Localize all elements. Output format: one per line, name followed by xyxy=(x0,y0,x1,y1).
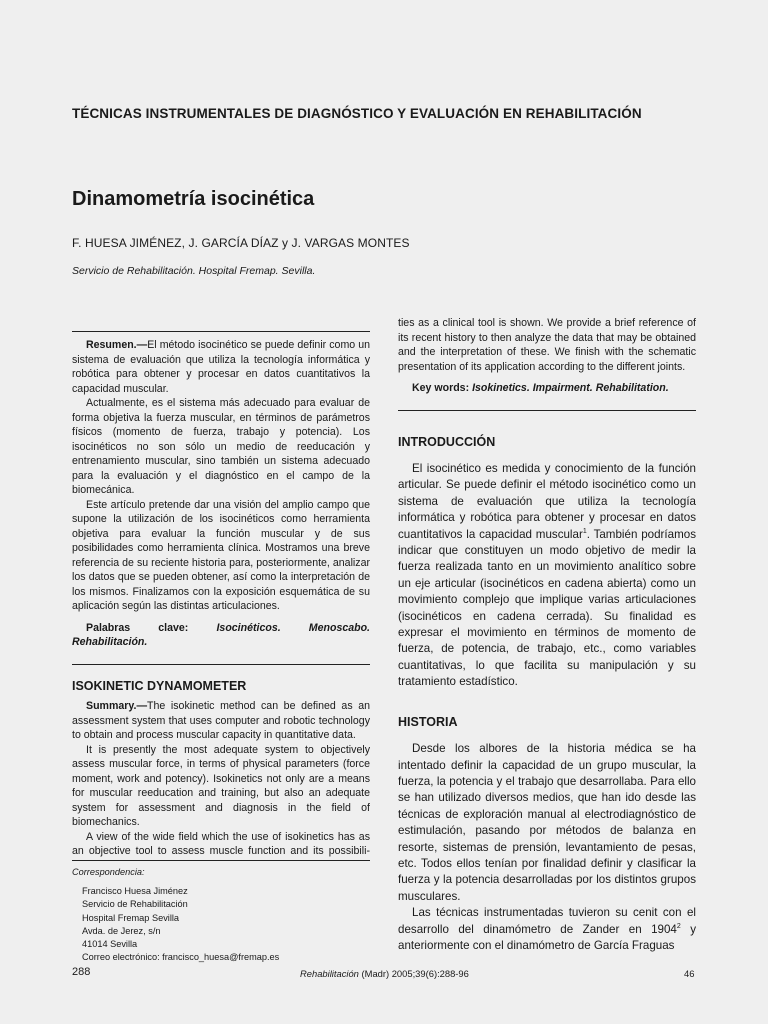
section-header: TÉCNICAS INSTRUMENTALES DE DIAGNÓSTICO Y EVALUACIÓN EN REHABILITACIÓN xyxy=(72,106,642,121)
correspondence-line: Correo electrónico: francisco_huesa@fremap.es xyxy=(82,952,280,963)
article-title: Dinamometría isocinética xyxy=(72,188,315,210)
left-column xyxy=(72,331,370,859)
resumen-p1: Resumen.—El método isocinético se puede definir como un sistema de evaluación que utiliza la tecnología informática y robótica para obtener y procesar en datos cuantitativos la capacidad muscular. xyxy=(72,339,370,395)
correspondence-line: Francisco Huesa Jiménez xyxy=(82,886,188,897)
correspondence-line: Servicio de Rehabilitación xyxy=(82,899,188,910)
introduccion-heading: INTRODUCCIÓN xyxy=(398,434,496,449)
summary-p1: Summary.—The isokinetic method can be defined as an assessment system that uses computer and robotic technology to obtain and process muscular capacity in quantitative data. xyxy=(72,700,370,741)
summary-p3-part1: A view of the wide field which the use of isokinetics has as an objective tool to assess muscle function and its possibili- xyxy=(72,830,370,857)
correspondence-line: Avda. de Jerez, s/n xyxy=(82,925,161,936)
correspondence-rule xyxy=(72,860,370,861)
correspondence-line: 41014 Sevilla xyxy=(82,939,138,950)
summary-p3-part2: ties as a clinical tool is shown. We provide a brief reference of its recent history to then analyze the data that may be obtained and the interpretation of these. We finish with the schematic presentation of its application according to the different joints. xyxy=(398,317,696,373)
resumen-label: Resumen.— xyxy=(86,339,148,351)
correspondence-line: Hospital Fremap Sevilla xyxy=(82,912,180,923)
correspondence-box xyxy=(72,866,279,964)
abstract-top-rule xyxy=(72,331,370,332)
historia-p2: Las técnicas instrumentadas tuvieron su cenit con el desarrollo del dinamómetro de Zander en 1904$^2$ y anteriormente con el dinamómetro de García Fraguas xyxy=(398,906,696,953)
reference-1: 1 xyxy=(582,527,587,535)
summary-heading: ISOKINETIC DYNAMOMETER xyxy=(72,678,247,693)
correspondence-label: Correspondencia: xyxy=(72,867,145,877)
journal-citation: Rehabilitación (Madr) 2005;39(6):288-96 xyxy=(300,968,469,979)
article-affiliation: Servicio de Rehabilitación. Hospital Fremap. Sevilla. xyxy=(72,265,316,277)
correspondence-lines xyxy=(72,885,279,964)
introduccion-p1: El isocinético es medida y conocimiento de la función articular. Se puede definir el método isocinético como un sistema de evaluación que utiliza la tecnología informática y robótica para obtener y procesar en datos cuantitativos la capacidad muscular$^1$. También podríamos indicar que constituyen un modo objetivo de medir la fuerza realizada tanto en un movimiento analítico sobre un eje articular (isocinéticos en cadena abierta) como un movimiento complejo que implique varias articulaciones (isocinéticos en cadena cerrada). Su finalidad es expresar el movimiento en términos de momento de fuerza, de potencia, de trabajo, etc., como variables cuantitativas, lo que facilita su manipulación y su tratamiento estadístico. xyxy=(398,462,696,689)
resumen-keywords: Palabras clave: Isocinéticos. Menoscabo. Rehabilitación. xyxy=(72,621,371,648)
summary-p2: It is presently the most adequate system to objectively assess muscular force, in terms of physical parameters (force moment, work and potency). Isokinetics not only are a means for muscular reeducation and training, but also an adequate system for assessment and diagnosis in the field of biomechanics. xyxy=(72,743,370,828)
summary-label: Summary.— xyxy=(86,700,148,712)
resumen-p3: Este artículo pretende dar una visión del amplio campo que supone la utilización de los isocinéticos como herramienta objetiva para evaluar la función muscular y de sus posibilidades como herramienta clínica. Mostramos una breve referencia de su reciente historia para, posteriormente, analizar los datos que se pueden obtener, así como la interpretación de los mismos. Finalizamos con la exposición esquemática de su aplicación según las distintas articulaciones. xyxy=(72,498,370,612)
summary-keywords: Key words: Isokinetics. Impairment. Rehabilitation. xyxy=(412,382,669,394)
abstract-mid-rule xyxy=(72,664,370,665)
reference-2: 2 xyxy=(676,922,681,930)
page-number-left: 288 xyxy=(72,966,91,978)
abstract-bottom-rule xyxy=(398,410,696,411)
right-column xyxy=(398,316,696,954)
page-number-right: 46 xyxy=(684,968,695,979)
historia-heading: HISTORIA xyxy=(398,714,458,729)
historia-p1: Desde los albores de la historia médica se ha intentado definir la capacidad de un grupo muscular, la fuerza, la potencia y el trabajo que desarrollaba. Para ello se han utilizado diversos medios, que han ido desde las técnicas de exploración manual al electrodiagnóstico de estimulación, pasando por métodos de balanza en resorte, sistemas de prensión, levantamiento de pesas, etc. Todos ellos tenían por finalidad definir y clasificar la fuerza y la potencia desarrolladas por los distintos grupos musculares. xyxy=(398,742,696,903)
resumen-p2: Actualmente, es el sistema más adecuado para evaluar de forma objetiva la fuerza muscular, en términos de parámetros físicos (momento de fuerza, trabajo y potencia). Los isocinéticos no son sólo un medio de reeducación y entrenamiento muscular, sino también un sistema adecuado para la evaluación y el diagnóstico en el campo de la biomecánica. xyxy=(72,397,370,496)
article-authors: F. HUESA JIMÉNEZ, J. GARCÍA DÍAZ y J. VARGAS MONTES xyxy=(72,236,410,250)
